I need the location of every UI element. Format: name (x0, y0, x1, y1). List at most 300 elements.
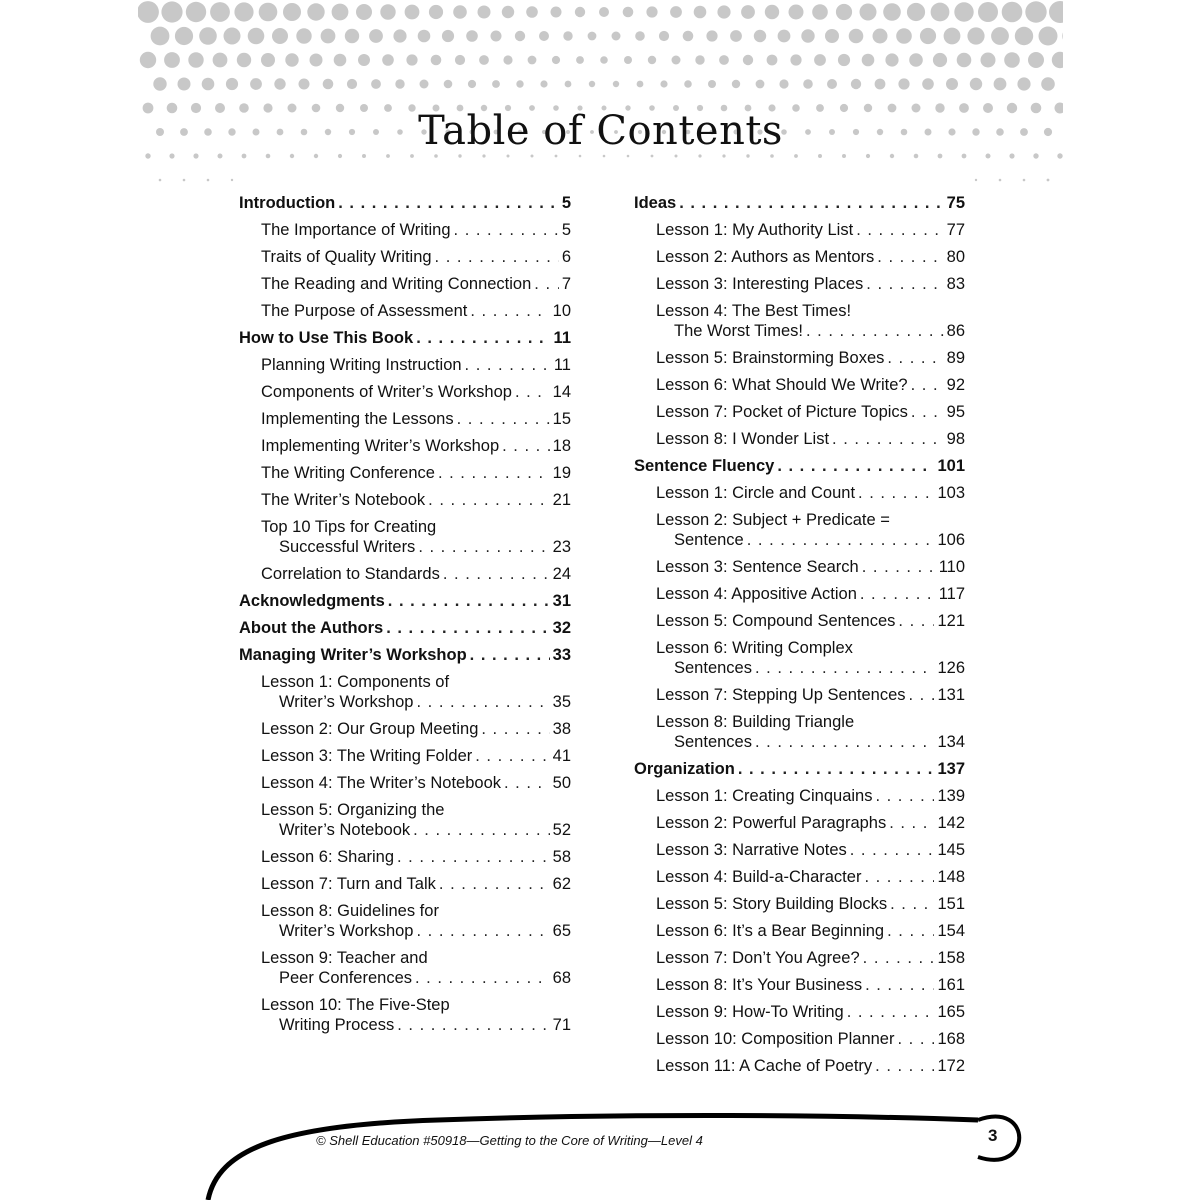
dot-leader (502, 436, 550, 456)
halftone-dot (1039, 27, 1058, 46)
halftone-dot (323, 79, 334, 90)
halftone-dot (382, 54, 394, 66)
halftone-dot (274, 78, 285, 89)
halftone-dot (145, 153, 150, 158)
dot-leader (435, 247, 559, 267)
halftone-dot (999, 179, 1002, 182)
dot-leader (911, 402, 944, 422)
toc-page-number: 21 (552, 491, 571, 509)
toc-right-column (634, 193, 965, 1076)
halftone-dot (708, 80, 716, 88)
toc-left-column (239, 193, 571, 1035)
toc-item-label: Writer’s Workshop (279, 922, 414, 940)
dot-leader (738, 759, 935, 779)
halftone-dot (978, 2, 998, 22)
dot-leader (875, 1056, 934, 1076)
dot-leader (679, 193, 943, 213)
dot-leader (416, 328, 550, 348)
dot-leader (465, 355, 551, 375)
halftone-dot (406, 54, 417, 65)
halftone-dot (395, 79, 404, 88)
toc-page-number: 33 (552, 646, 571, 664)
halftone-dot (526, 6, 538, 18)
toc-item (634, 247, 965, 267)
halftone-dot (478, 6, 491, 19)
toc-item-label: The Worst Times! (674, 322, 803, 340)
dot-leader (909, 685, 935, 705)
dot-leader (847, 1002, 935, 1022)
toc-page-number: 110 (938, 558, 965, 576)
halftone-dot (818, 154, 822, 158)
halftone-dot (458, 154, 461, 157)
toc-page-number: 172 (937, 1057, 965, 1075)
halftone-dot (938, 154, 943, 159)
toc-item-label: Lesson 5: Story Building Blocks (656, 895, 888, 913)
toc-item (239, 995, 571, 1035)
halftone-dot (994, 78, 1007, 91)
halftone-dot (684, 80, 692, 88)
halftone-dot (159, 179, 162, 182)
halftone-dot (482, 154, 485, 157)
toc-item-label: Lesson 3: Sentence Search (656, 558, 859, 576)
toc-item (239, 948, 571, 988)
halftone-dot (866, 154, 870, 158)
toc-item-label: Lesson 3: Narrative Notes (656, 841, 847, 859)
halftone-dot (789, 5, 804, 20)
halftone-dot (803, 79, 813, 89)
toc-page-number: 89 (946, 349, 965, 367)
halftone-dot (358, 54, 370, 66)
halftone-dot (575, 7, 585, 17)
toc-item (634, 813, 965, 833)
halftone-dot (161, 1, 182, 22)
dot-leader (890, 894, 934, 914)
toc-item-label: Lesson 2: Authors as Mentors (656, 248, 875, 266)
halftone-dot (756, 80, 765, 89)
halftone-dot (770, 154, 774, 158)
halftone-dot (418, 30, 431, 43)
toc-item (634, 402, 965, 422)
halftone-dot (732, 80, 740, 88)
halftone-dot (695, 55, 704, 64)
toc-page-number: 6 (561, 248, 571, 266)
toc-item (634, 348, 965, 368)
toc-section-label: Managing Writer’s Workshop (239, 646, 467, 664)
halftone-dot (612, 32, 621, 41)
halftone-dot (860, 4, 877, 21)
halftone-dot (186, 2, 206, 22)
halftone-dot (371, 79, 381, 89)
halftone-dot (356, 4, 372, 20)
toc-item (634, 274, 965, 294)
toc-item-label: Writing Process (279, 1016, 395, 1034)
halftone-dot (210, 2, 230, 22)
halftone-dot (986, 154, 991, 159)
toc-item (634, 375, 965, 395)
toc-item (634, 510, 965, 550)
toc-item-label-line1: Lesson 6: Writing Complex (656, 639, 853, 657)
toc-page-number: 92 (946, 376, 965, 394)
toc-item (239, 490, 571, 510)
toc-item (634, 638, 965, 678)
halftone-dot (285, 53, 298, 66)
halftone-dot (420, 80, 429, 89)
dot-leader (443, 564, 550, 584)
dot-leader (428, 490, 549, 510)
toc-item-label: Traits of Quality Writing (261, 248, 432, 266)
toc-item-label: Implementing Writer’s Workshop (261, 437, 500, 455)
halftone-dot (944, 28, 961, 45)
dot-leader (865, 975, 934, 995)
halftone-dot (754, 30, 766, 42)
dot-leader (534, 274, 559, 294)
toc-item (239, 746, 571, 766)
toc-page-number: 68 (552, 969, 571, 987)
halftone-dot (1057, 153, 1062, 158)
halftone-dot (599, 7, 609, 17)
halftone-dot (314, 154, 318, 158)
footer-copyright: © Shell Education #50918—Getting to the Core of Writing—Level 4 (316, 1133, 703, 1148)
toc-page-number: 71 (552, 1016, 571, 1034)
halftone-dot (1009, 153, 1014, 158)
toc-page-number: 23 (552, 538, 571, 556)
halftone-dot (479, 55, 489, 65)
halftone-dot (250, 78, 262, 90)
halftone-dot (492, 80, 500, 88)
dot-leader (875, 786, 934, 806)
halftone-dot (589, 81, 595, 87)
halftone-dot (683, 31, 694, 42)
toc-item (239, 436, 571, 456)
toc-item (239, 517, 571, 557)
halftone-dot (429, 5, 443, 19)
toc-page-number: 52 (552, 821, 571, 839)
toc-section-label: Organization (634, 760, 735, 778)
toc-item (634, 840, 965, 860)
dot-leader (418, 537, 549, 557)
halftone-dot (672, 56, 681, 65)
dot-leader (475, 746, 549, 766)
toc-item (239, 847, 571, 867)
toc-page-number: 131 (937, 686, 965, 704)
toc-item (239, 409, 571, 429)
toc-section-label: How to Use This Book (239, 329, 414, 347)
toc-item-label: Lesson 1: Creating Cinquains (656, 787, 873, 805)
halftone-dot (380, 4, 395, 19)
toc-item (634, 921, 965, 941)
halftone-dot (883, 3, 901, 21)
halftone-dot (555, 155, 558, 158)
halftone-dot (646, 6, 657, 17)
toc-item (634, 584, 965, 604)
halftone-dot (466, 30, 478, 42)
toc-section (239, 618, 571, 638)
halftone-dot (218, 154, 223, 159)
dot-leader (415, 968, 550, 988)
halftone-dot (539, 31, 549, 41)
toc-item-label: Lesson 6: It’s a Bear Beginning (656, 922, 885, 940)
page-title: Table of Contents (418, 108, 783, 154)
dot-leader (388, 591, 550, 611)
toc-item-label: Lesson 2: Powerful Paragraphs (656, 814, 887, 832)
halftone-dot (345, 29, 359, 43)
toc-item-label-line1: Top 10 Tips for Creating (261, 518, 437, 536)
toc-item-label: Lesson 10: Composition Planner (656, 1030, 895, 1048)
halftone-dot (670, 6, 682, 18)
toc-page-number: 58 (552, 848, 571, 866)
toc-page-number: 161 (937, 976, 965, 994)
toc-page-number: 151 (937, 895, 965, 913)
toc-item-label-line1: Lesson 5: Organizing the (261, 801, 445, 819)
halftone-dot (386, 154, 390, 158)
toc-item-label: Lesson 8: I Wonder List (656, 430, 830, 448)
halftone-dot (838, 54, 850, 66)
halftone-dot (455, 55, 465, 65)
toc-item-label: Components of Writer’s Workshop (261, 383, 512, 401)
halftone-dot (717, 5, 730, 18)
toc-item (239, 719, 571, 739)
halftone-dot (635, 31, 645, 41)
halftone-dot (321, 29, 336, 44)
toc-item-label-line1: Lesson 2: Subject + Predicate = (656, 511, 890, 529)
halftone-dot (588, 32, 597, 41)
toc-page-number: 148 (937, 868, 965, 886)
halftone-dot (515, 31, 525, 41)
halftone-dot (453, 5, 467, 19)
halftone-dot (675, 155, 678, 158)
halftone-dot (778, 30, 791, 43)
toc-item-label-line1: Lesson 4: The Best Times! (656, 302, 852, 320)
halftone-dot (767, 55, 778, 66)
halftone-dot (565, 81, 572, 88)
toc-page-number: 18 (552, 437, 571, 455)
halftone-dot (623, 7, 634, 18)
halftone-dot (283, 3, 301, 21)
halftone-dot (991, 27, 1009, 45)
halftone-dot (164, 52, 180, 68)
toc-item (239, 672, 571, 712)
halftone-dot (296, 28, 311, 43)
toc-item (634, 894, 965, 914)
halftone-dot (765, 5, 779, 19)
dot-leader (413, 820, 550, 840)
halftone-dot (1052, 52, 1063, 68)
toc-item-label: Lesson 1: Circle and Count (656, 484, 856, 502)
toc-item (239, 901, 571, 941)
toc-page-number: 10 (552, 302, 571, 320)
toc-item (634, 557, 965, 577)
toc-page-number: 14 (552, 383, 571, 401)
toc-page-number: 117 (938, 585, 965, 603)
dot-leader (416, 921, 549, 941)
halftone-dot (967, 27, 984, 44)
halftone-dot (1023, 179, 1026, 182)
halftone-dot (890, 154, 894, 158)
halftone-dot (1047, 179, 1050, 182)
halftone-dot (719, 55, 729, 65)
halftone-dot (851, 79, 861, 89)
halftone-dot (1062, 26, 1063, 45)
halftone-dot (393, 29, 406, 42)
dot-leader (862, 557, 936, 577)
halftone-dot (207, 179, 210, 182)
halftone-dot (237, 53, 251, 67)
dot-leader (438, 463, 550, 483)
halftone-dot (231, 179, 233, 181)
toc-item-label: Writer’s Notebook (279, 821, 411, 839)
halftone-dot (153, 77, 166, 90)
halftone-dot (1002, 2, 1023, 23)
dot-leader (860, 584, 936, 604)
toc-item-label: Lesson 11: A Cache of Poetry (656, 1057, 873, 1075)
toc-item-label: Lesson 4: Build-a-Character (656, 868, 862, 886)
toc-page-number: 101 (937, 457, 965, 475)
toc-item-label: Lesson 7: Stepping Up Sentences (656, 686, 906, 704)
toc-page-number: 7 (561, 275, 571, 293)
toc-item-label: Lesson 5: Compound Sentences (656, 612, 896, 630)
toc-page-number: 62 (552, 875, 571, 893)
toc-item (634, 1002, 965, 1022)
halftone-dot (491, 31, 502, 42)
halftone-dot (502, 6, 514, 18)
toc-page-number: 106 (937, 531, 965, 549)
halftone-dot (202, 78, 215, 91)
dot-leader (439, 874, 550, 894)
halftone-dot (957, 53, 972, 68)
dot-leader (504, 773, 550, 793)
dot-leader (481, 719, 549, 739)
toc-item (634, 1029, 965, 1049)
halftone-dot (1004, 52, 1020, 68)
halftone-dot (1049, 1, 1063, 23)
toc-page-number: 145 (937, 841, 965, 859)
toc-item (634, 220, 965, 240)
halftone-dot (175, 27, 193, 45)
toc-item (239, 800, 571, 840)
halftone-dot (722, 154, 725, 157)
toc-section (239, 328, 571, 348)
dot-leader (416, 692, 549, 712)
toc-section (239, 193, 571, 213)
halftone-dot (933, 53, 947, 67)
toc-item-label: Lesson 4: Appositive Action (656, 585, 857, 603)
toc-page-number: 65 (552, 922, 571, 940)
toc-item-label: The Writing Conference (261, 464, 435, 482)
toc-item (239, 301, 571, 321)
halftone-dot (975, 179, 977, 181)
dot-leader (897, 1029, 934, 1049)
dot-leader (877, 247, 943, 267)
toc-item (239, 463, 571, 483)
toc-item (634, 1056, 965, 1076)
halftone-dot (261, 53, 275, 67)
halftone-dot (600, 56, 608, 64)
toc-section-label: Sentence Fluency (634, 457, 775, 475)
toc-item-label: Implementing the Lessons (261, 410, 454, 428)
halftone-dot (299, 79, 310, 90)
toc-page-number: 95 (946, 403, 965, 421)
halftone-dot (531, 155, 534, 158)
halftone-dot (814, 54, 826, 66)
toc-item-label-line1: Lesson 8: Guidelines for (261, 902, 439, 920)
halftone-dot (741, 5, 755, 19)
toc-section (239, 591, 571, 611)
halftone-dot (779, 79, 788, 88)
dot-leader (338, 193, 559, 213)
toc-item (239, 773, 571, 793)
toc-item (634, 975, 965, 995)
toc-section-label: Introduction (239, 194, 336, 212)
dot-leader (864, 867, 934, 887)
halftone-dot (1033, 153, 1038, 158)
dot-leader (454, 220, 559, 240)
toc-item-label: Lesson 6: What Should We Write? (656, 376, 908, 394)
dot-leader (832, 429, 944, 449)
halftone-dot (169, 153, 174, 158)
halftone-dot (310, 54, 323, 67)
toc-item-label-line1: Lesson 9: Teacher and (261, 949, 428, 967)
toc-page-number: 80 (946, 248, 965, 266)
halftone-dot (290, 154, 294, 158)
toc-page-number: 168 (937, 1030, 965, 1048)
halftone-dot (914, 154, 919, 159)
toc-item-label: The Purpose of Assessment (261, 302, 468, 320)
dot-leader (858, 483, 934, 503)
toc-page-number: 83 (946, 275, 965, 293)
toc-page-number: 126 (937, 659, 965, 677)
halftone-dot (746, 154, 749, 157)
halftone-dot (706, 30, 717, 41)
halftone-dot (660, 80, 667, 87)
toc-item (239, 220, 571, 240)
halftone-dot (307, 3, 324, 20)
halftone-dot (199, 27, 217, 45)
halftone-dot (603, 155, 606, 158)
toc-item (239, 564, 571, 584)
halftone-dot (1025, 1, 1046, 22)
halftone-dot (862, 54, 875, 67)
halftone-dot (540, 80, 547, 87)
halftone-dot (468, 80, 476, 88)
toc-item (634, 948, 965, 968)
toc-item (239, 355, 571, 375)
halftone-dot (842, 154, 846, 158)
toc-item-label: The Writer’s Notebook (261, 491, 426, 509)
toc-page-number: 24 (552, 565, 571, 583)
toc-item (634, 712, 965, 752)
halftone-dot (931, 3, 950, 22)
halftone-dot (613, 81, 619, 87)
dot-leader (755, 658, 934, 678)
halftone-dot (369, 29, 383, 43)
toc-item (239, 874, 571, 894)
toc-item-label: Lesson 7: Turn and Talk (261, 875, 436, 893)
toc-item-label: The Reading and Writing Connection (261, 275, 532, 293)
toc-item-label: Peer Conferences (279, 969, 412, 987)
dot-leader (397, 847, 550, 867)
toc-item-label: Lesson 3: The Writing Folder (261, 747, 473, 765)
halftone-dot (659, 31, 669, 41)
toc-section-label: Ideas (634, 194, 677, 212)
toc-item-label: Lesson 2: Our Group Meeting (261, 720, 479, 738)
toc-page-number: 77 (946, 221, 965, 239)
toc-item-label: The Importance of Writing (261, 221, 451, 239)
halftone-dot (347, 79, 357, 89)
toc-item-label: Sentence (674, 531, 744, 549)
toc-item-label: Lesson 9: How-To Writing (656, 1003, 844, 1021)
toc-item-label-line1: Lesson 1: Components of (261, 673, 450, 691)
halftone-dot (981, 53, 996, 68)
